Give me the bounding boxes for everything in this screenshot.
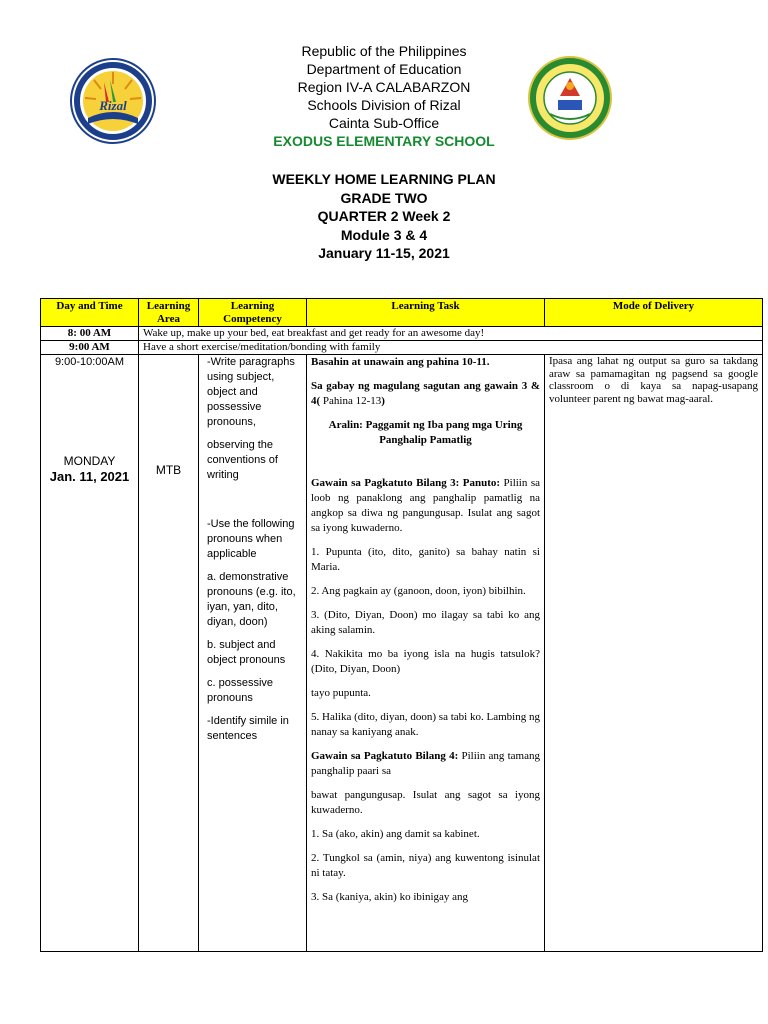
competency-item: c. possessive pronouns xyxy=(207,677,274,704)
day-label: MONDAY xyxy=(63,454,116,468)
task-answer-close: ) xyxy=(381,395,385,407)
task-answer-activities xyxy=(311,379,540,409)
title-line-5: January 11-15, 2021 xyxy=(318,245,450,261)
learning-task-cell xyxy=(307,355,545,952)
date-label: Jan. 11, 2021 xyxy=(49,469,130,484)
activity-3-item: 4. Nakikita mo ba iyong isla na hugis tatsulok? (Dito, Diyan, Doon) xyxy=(311,648,540,675)
activity-3-item: 3. (Dito, Diyan, Doon) mo ilagay sa tabi ko ang aking salamin. xyxy=(311,609,540,636)
col-header-learning-area: Learning Area xyxy=(139,299,199,327)
title-line-2: GRADE TWO xyxy=(340,189,428,206)
title-line-3: QUARTER 2 Week 2 xyxy=(317,208,451,224)
time-slot: 9:00-10:00AM xyxy=(54,356,125,368)
competency-item: b. subject and object pronouns xyxy=(207,639,286,666)
row-activity: Wake up, make up your bed, eat breakfast and get ready for an awesome day! xyxy=(139,327,763,341)
task-read-pages: Basahin at unawain ang pahina 10-11. xyxy=(311,356,490,368)
day-time-cell xyxy=(41,355,139,952)
table-row xyxy=(41,341,763,355)
title-line-4: Module 3 & 4 xyxy=(340,226,428,243)
competency-cell xyxy=(199,355,307,952)
activity-3-item: 1. Pupunta (ito, dito, ganito) sa bahay natin si Maria. xyxy=(311,546,540,573)
header-line-region: Region IV-A CALABARZON xyxy=(297,79,471,95)
row-time: 9:00 AM xyxy=(41,341,139,355)
activity-4-item: 1. Sa (ako, akin) ang damit sa kabinet. xyxy=(311,828,480,840)
row-activity: Have a short exercise/meditation/bonding with family xyxy=(139,341,763,355)
learning-area-cell xyxy=(139,355,199,952)
header-line-republic: Republic of the Philippines xyxy=(301,43,467,59)
competency-spacer xyxy=(207,491,302,509)
activity-4-label: Gawain sa Pagkatuto Bilang 4: xyxy=(311,750,459,762)
activity-3-item: 2. Ang pagkain ay (ganoon, doon, iyon) bibilhin. xyxy=(311,585,526,597)
mode-of-delivery-text: Ipasa ang lahat ng output sa guro sa takdang araw sa pamamagitan ng pagsend sa google classroom o di kaya sa napag-usapang volunteer parent ng bawat mag-aaral. xyxy=(549,355,758,405)
col-header-learning-competency: Learning Competency xyxy=(199,299,307,327)
activity-4-instructions: Piliin ang tamang panghalip paari sa xyxy=(311,750,540,777)
header-line-suboffice: Cainta Sub-Office xyxy=(328,115,440,131)
activity-3-instructions: Piliin sa loob ng panaklong ang panghalip pamatlig na angkop sa diwa ng pangungusap. Isulat ang sagot sa iyong kuwaderno. xyxy=(311,477,540,534)
learning-area-label: MTB xyxy=(155,463,182,477)
row-time: 8: 00 AM xyxy=(41,327,139,341)
svg-text:Rizal: Rizal xyxy=(99,98,127,113)
competency-item: observing the conventions of writing xyxy=(207,439,278,481)
lesson-title: Aralin: Paggamit ng Iba pang mga Uring Panghalip Pamatlig xyxy=(328,419,523,446)
competency-item: -Identify simile in sentences xyxy=(207,715,289,742)
col-header-mode-of-delivery: Mode of Delivery xyxy=(545,299,763,327)
activity-3 xyxy=(311,476,540,536)
title-line-1: WEEKLY HOME LEARNING PLAN xyxy=(272,171,496,187)
competency-item: a. demonstrative pronouns (e.g. ito, iyan, yan, dito, diyan, doon) xyxy=(207,571,296,628)
plan-title xyxy=(0,170,768,263)
activity-3-item: 5. Halika (dito, diyan, doon) sa tabi ko. Lambing ng nanay sa kaniyang anak. xyxy=(311,711,540,738)
table-row xyxy=(41,327,763,341)
activity-3-label: Gawain sa Pagkatuto Bilang 3: Panuto: xyxy=(311,477,501,489)
school-name: EXODUS ELEMENTARY SCHOOL xyxy=(273,133,495,149)
agency-header xyxy=(0,42,768,150)
col-header-learning-task: Learning Task xyxy=(307,299,545,327)
task-answer-lead: Sa gabay ng magulang sagutan ang gawain 3 & 4( xyxy=(311,380,540,407)
competency-item: -Write paragraphs using subject, object and possessive pronouns, xyxy=(207,356,295,428)
mode-of-delivery-cell xyxy=(545,355,763,952)
task-answer-pages: Pahina 12-13 xyxy=(320,395,382,407)
competency-item: -Use the following pronouns when applicable xyxy=(207,518,295,560)
activity-4 xyxy=(311,749,540,779)
activity-4-item: 2. Tungkol sa (amin, niya) ang kuwentong isinulat ni tatay. xyxy=(311,852,540,879)
table-header-row xyxy=(41,299,763,327)
header-line-division: Schools Division of Rizal xyxy=(307,97,461,113)
table-row-monday xyxy=(41,355,763,952)
activity-4-item: 3. Sa (kaniya, akin) ko ibinigay ang xyxy=(311,891,469,903)
activity-4-instructions-cont: bawat pangungusap. Isulat ang sagot sa iyong kuwaderno. xyxy=(311,789,540,816)
col-header-day-time: Day and Time xyxy=(41,299,139,327)
activity-3-item-cont: tayo pupunta. xyxy=(311,687,371,699)
header-line-deped: Department of Education xyxy=(306,61,462,77)
learning-plan-table xyxy=(40,298,763,952)
